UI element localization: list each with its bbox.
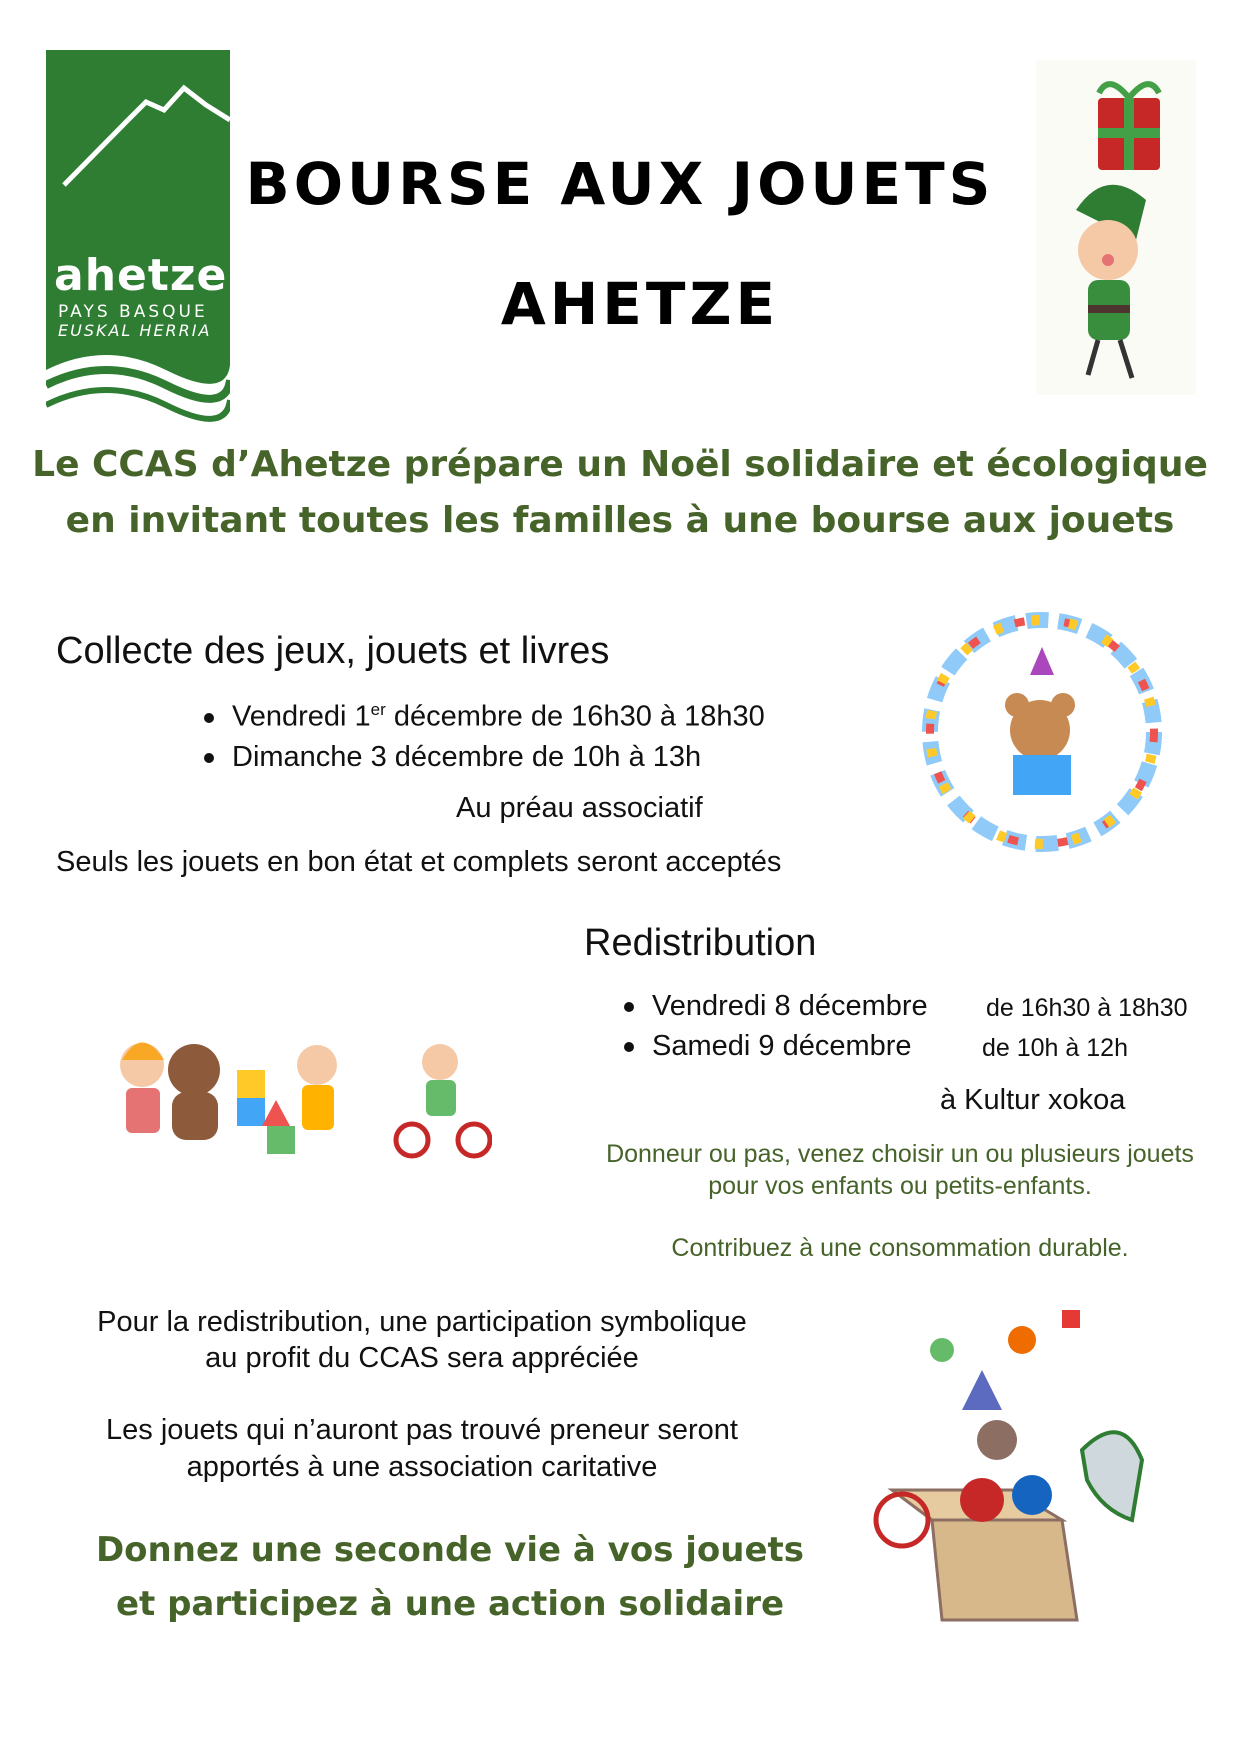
logo-subtitle-basque: EUSKAL HERRIA xyxy=(58,321,212,340)
mountain-icon xyxy=(46,50,230,428)
bullet-icon xyxy=(624,1002,634,1012)
closing-line-1: Donnez une seconde vie à vos jouets xyxy=(95,1530,805,1570)
participation-line-2: au profit du CCAS sera appréciée xyxy=(205,1342,639,1374)
bullet-icon xyxy=(624,1042,634,1052)
toy-box-illustration xyxy=(862,1290,1162,1630)
redistribution-time-1: de 16h30 à 18h30 xyxy=(986,994,1188,1022)
collecte-item-2: Dimanche 3 décembre de 10h à 13h xyxy=(204,741,701,774)
redistribution-invite-2: pour vos enfants ou petits-enfants. xyxy=(708,1172,1092,1200)
charity-line-1: Les jouets qui n’auront pas trouvé preneur seront xyxy=(106,1414,738,1446)
logo-subtitle: PAYS BASQUE xyxy=(58,302,208,322)
collecte-heading: Collecte des jeux, jouets et livres xyxy=(56,630,610,672)
page-title: BOURSE AUX JOUETS xyxy=(245,150,995,218)
redistribution-invite-1: Donneur ou pas, venez choisir un ou plusieurs jouets xyxy=(606,1140,1194,1168)
redistribution-item-1: Vendredi 8 décembre xyxy=(624,990,928,1023)
ahetze-logo xyxy=(46,50,230,428)
bullet-icon xyxy=(204,713,214,723)
elf-gift-illustration xyxy=(1036,60,1196,395)
redistribution-item-2: Samedi 9 décembre xyxy=(624,1030,912,1063)
logo-name: ahetze xyxy=(54,250,228,301)
durable-note: Contribuez à une consommation durable. xyxy=(671,1234,1129,1262)
children-playing-illustration xyxy=(112,1030,492,1160)
intro-line-2: en invitant toutes les familles à une bourse aux jouets xyxy=(65,500,1175,541)
page-subtitle: AHETZE xyxy=(500,270,780,338)
charity-line-2: apportés à une association caritative xyxy=(186,1451,658,1483)
participation-line-1: Pour la redistribution, une participation symbolique xyxy=(97,1306,747,1338)
redistribution-heading: Redistribution xyxy=(584,922,817,964)
collecte-item-1: Vendredi 1er décembre de 16h30 à 18h30 xyxy=(204,700,765,734)
collecte-note: Seuls les jouets en bon état et complets seront acceptés xyxy=(56,846,782,878)
redistribution-place: à Kultur xokoa xyxy=(940,1084,1126,1116)
bullet-icon xyxy=(204,753,214,763)
collecte-place: Au préau associatif xyxy=(456,792,703,824)
intro-line-1: Le CCAS d’Ahetze prépare un Noël solidaire et écologique xyxy=(32,444,1208,485)
redistribution-time-2: de 10h à 12h xyxy=(982,1034,1128,1062)
closing-line-2: et participez à une action solidaire xyxy=(115,1584,785,1624)
toys-circle-illustration xyxy=(915,605,1170,860)
